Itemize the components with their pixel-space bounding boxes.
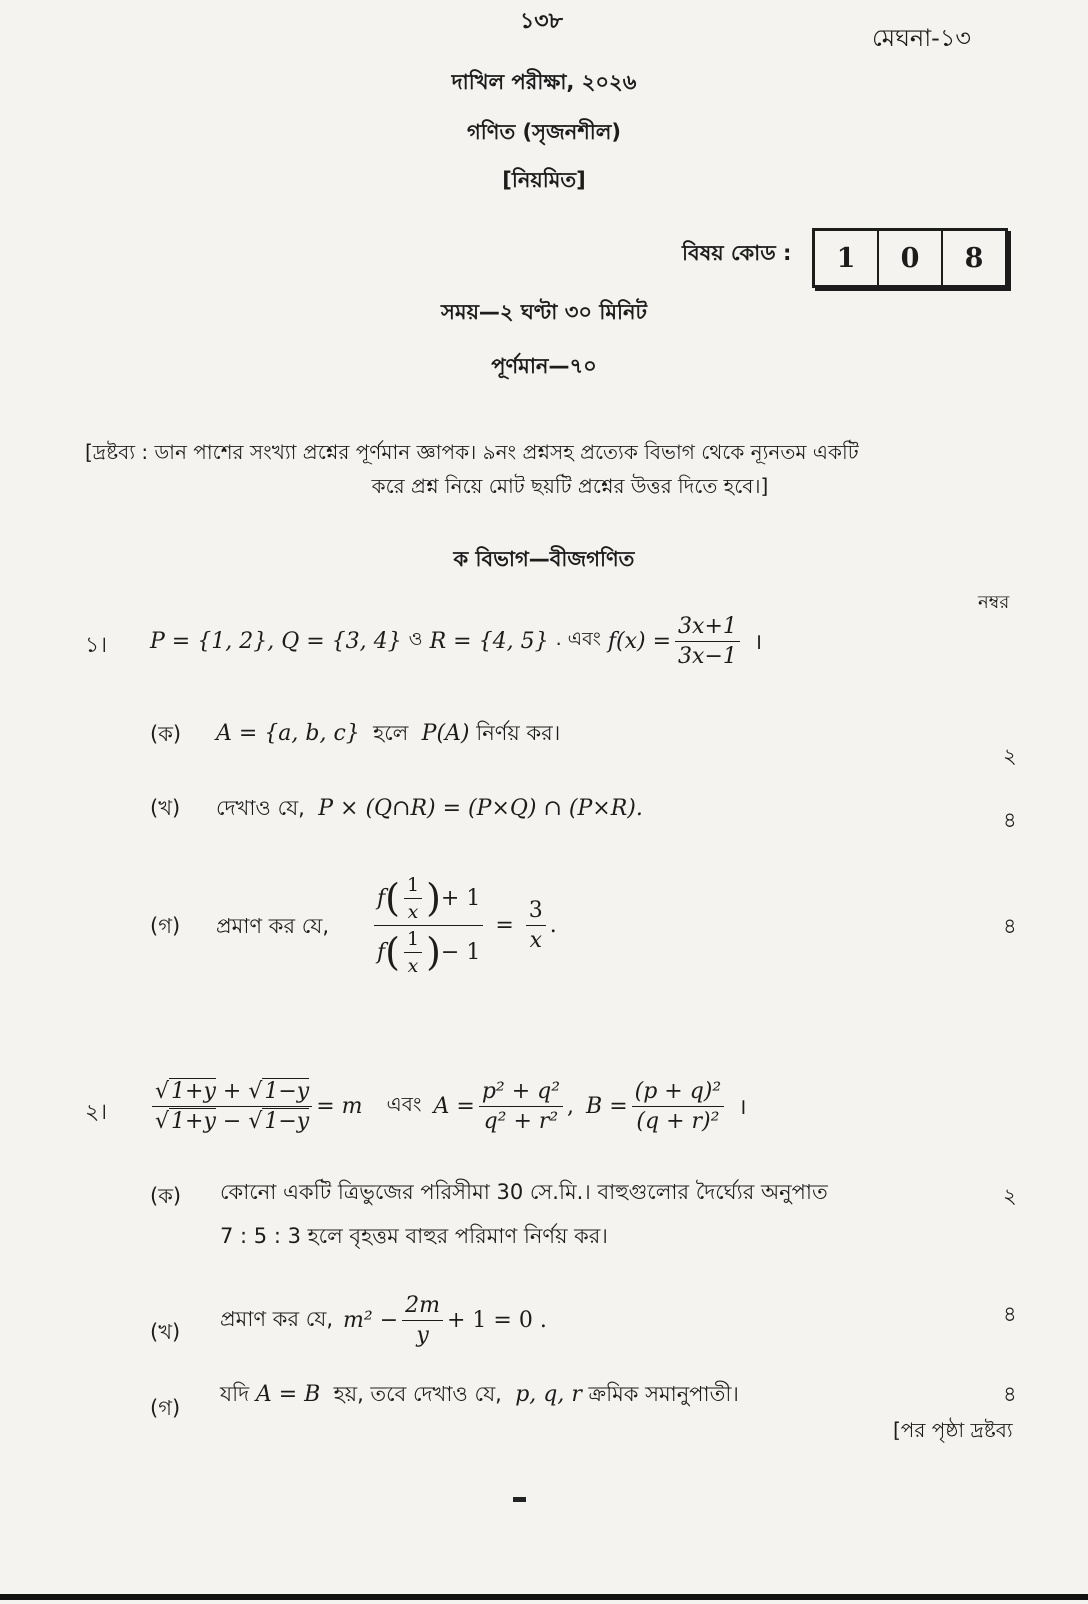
q1c-one: 1 xyxy=(404,928,422,953)
q1c-minus-one: − 1 xyxy=(440,939,481,965)
q1c-equation xyxy=(370,860,557,990)
q2a-line-2: 7 : 5 : 3 হলে বৃহত্তম বাহুর পরিমাণ নির্ণয় কর। xyxy=(220,1224,608,1248)
q2c-label: (গ) xyxy=(150,1396,181,1420)
q1-f-numerator: 3x+1 xyxy=(675,614,740,642)
q1c-f: f xyxy=(377,885,386,911)
note-line-2: করে প্রশ্ন নিয়ে মোট ছয়টি প্রশ্নের উত্তর দিতে হবে।] xyxy=(371,474,769,498)
subject-title: গণিত (সৃজনশীল) xyxy=(466,120,621,144)
q2-operator: + xyxy=(222,1078,242,1104)
q2-radicand: 1−y xyxy=(264,1078,310,1104)
q1c-label: (গ) xyxy=(150,914,181,938)
q1-end: । xyxy=(753,630,763,655)
q2-b-numerator: (p + q)² xyxy=(632,1079,725,1107)
question-number: ২। xyxy=(85,1100,108,1125)
q1c-main-fraction xyxy=(374,874,483,977)
q2b-fraction xyxy=(402,1293,443,1348)
q1a-text xyxy=(216,717,560,752)
q2-radicand: 1−y xyxy=(264,1108,310,1134)
q2c-word: ক্রমিক সমানুপাতী। xyxy=(588,1382,739,1406)
subject-code-box xyxy=(812,228,1008,288)
q1c-x: x xyxy=(407,954,419,977)
q1a-word: হলে xyxy=(373,721,409,745)
q1-set-r: R = {4, 5} xyxy=(429,628,549,654)
q1c-f: f xyxy=(377,939,386,965)
q1-set-q: Q = {3, 4} xyxy=(281,628,402,654)
q2b-label: (খ) xyxy=(150,1320,181,1344)
exam-time: সময়—২ ঘণ্টা ৩০ মিনিট xyxy=(441,300,647,324)
q2c-math: p, q, r xyxy=(515,1382,582,1407)
question-number: ১। xyxy=(85,633,108,658)
q1c-denominator: f ( $\frac{1}{x}$ ) − 1 xyxy=(377,927,481,977)
q2-a-denominator: q² + r² xyxy=(483,1108,559,1134)
q1a-math: A = {a, b, c} xyxy=(216,721,360,746)
q2-eq-m: = m xyxy=(316,1093,363,1119)
q2b-denominator: y xyxy=(416,1322,429,1348)
q1-conj: . এবং xyxy=(555,628,601,650)
q1a-math: P(A) xyxy=(421,721,470,746)
q2-a-numerator: p² + q² xyxy=(479,1079,563,1107)
q2c-math: A = B xyxy=(255,1382,321,1407)
q1c-x: x xyxy=(407,900,419,923)
q1c-one: 1 xyxy=(404,874,422,899)
marks: ৪ xyxy=(1003,1382,1017,1406)
q1c-plus-one: + 1 xyxy=(440,885,481,911)
q1c-rhs-den: x xyxy=(529,927,542,953)
marks: ২ xyxy=(1003,744,1017,768)
q1c-equals: = xyxy=(495,912,514,938)
q2-b-denominator: (q + r)² xyxy=(636,1108,720,1134)
q2-operator: − xyxy=(222,1108,242,1134)
q2-comma: , xyxy=(567,1093,575,1119)
q1c-rhs-num: 3 xyxy=(526,898,546,926)
q2-a-lhs: A = xyxy=(433,1093,475,1119)
q1b-math: P × (Q∩R) = (P×Q) ∩ (P×R). xyxy=(318,796,643,821)
q1c-end: . xyxy=(549,912,557,938)
q2b-word: প্রমাণ কর যে, xyxy=(220,1306,334,1331)
note-line-1: [দ্রষ্টব্য : ডান পাশের সংখ্যা প্রশ্নের পূর্ণমান জ্ঞাপক। ৯নং প্রশ্নসহ প্রত্যেক বিভাগ থেকে ন্যূনতম একটি xyxy=(85,440,859,464)
q1c-text: প্রমাণ কর যে, xyxy=(216,914,330,938)
q1-f-denominator: 3x−1 xyxy=(678,643,737,669)
q1b-word: দেখাও যে, xyxy=(216,796,305,820)
marks: ৪ xyxy=(1003,808,1017,832)
q2b-text xyxy=(220,1280,547,1360)
q2-conj: এবং xyxy=(386,1091,422,1116)
q2c-word: হয়, তবে দেখাও যে, xyxy=(333,1382,502,1406)
q2c-text xyxy=(220,1378,739,1413)
q2-stem xyxy=(148,1056,747,1156)
q2b-numerator: 2m xyxy=(402,1293,443,1321)
q2-m-fraction xyxy=(152,1079,312,1134)
q1a-label: (ক) xyxy=(150,722,182,746)
section-title: ক বিভাগ—বীজগণিত xyxy=(453,547,635,571)
q2c-word: যদি xyxy=(220,1382,250,1406)
full-marks: পূর্ণমান—৭০ xyxy=(491,354,597,378)
q1c-inner-fraction xyxy=(404,874,422,923)
q1-f-fraction xyxy=(675,614,740,669)
q2-b-fraction xyxy=(632,1079,725,1134)
q2-end: । xyxy=(738,1095,747,1120)
q1b-label: (খ) xyxy=(150,796,181,820)
q2b-math: + 1 = 0 . xyxy=(446,1307,547,1333)
marks: ৪ xyxy=(1003,1302,1017,1326)
q1c-inner-fraction xyxy=(404,928,422,977)
q2-a-fraction xyxy=(479,1079,563,1134)
q2-m-numerator: √1+y + √1−y xyxy=(152,1079,312,1107)
q1a-word: নির্ণয় কর। xyxy=(476,721,561,745)
next-page-note: [পর পৃষ্ঠা দ্রষ্টব্য xyxy=(893,1418,1013,1442)
q1-set-p: P = {1, 2}, xyxy=(150,628,275,654)
marks-column-header: নম্বর xyxy=(978,592,1010,613)
page-bottom-border xyxy=(0,1594,1088,1600)
exam-title: দাখিল পরীক্ষা, ২০২৬ xyxy=(451,70,637,94)
q2a-label: (ক) xyxy=(150,1184,182,1208)
q2-radicand: 1+y xyxy=(171,1108,216,1134)
q1c-rhs-fraction xyxy=(526,898,546,953)
q1-f-lhs: f(x) = xyxy=(607,628,672,654)
subject-code-label: বিষয় কোড : xyxy=(682,241,792,265)
q1-conj: ও xyxy=(408,628,423,650)
instructions-note xyxy=(85,435,1015,503)
marks: ২ xyxy=(1003,1184,1017,1208)
subject-code-digit: 1 xyxy=(815,231,879,285)
q2a-line-1: কোনো একটি ত্রিভুজের পরিসীমা 30 সে.মি.। বাহুগুলোর দৈর্ঘ্যের অনুপাত xyxy=(220,1180,828,1204)
marks: ৪ xyxy=(1003,914,1017,938)
q1b-text xyxy=(216,792,643,827)
q1c-numerator: f ( $\frac{1}{x}$ ) + 1 xyxy=(374,874,483,926)
page-number: ১৩৮ xyxy=(520,9,563,34)
center-dash xyxy=(513,1497,526,1502)
subject-code-digit: 0 xyxy=(879,231,943,285)
q2-radicand: 1+y xyxy=(171,1078,216,1104)
board-label: মেঘনা-১৩ xyxy=(872,24,972,52)
category-label: [নিয়মিত] xyxy=(502,168,586,192)
q1-stem xyxy=(150,606,762,676)
q2b-math: m² − xyxy=(343,1307,399,1333)
q2-b-lhs: B = xyxy=(586,1093,628,1119)
q2-m-denominator: √1+y − √1−y xyxy=(155,1108,310,1134)
subject-code-digit: 8 xyxy=(964,242,984,274)
